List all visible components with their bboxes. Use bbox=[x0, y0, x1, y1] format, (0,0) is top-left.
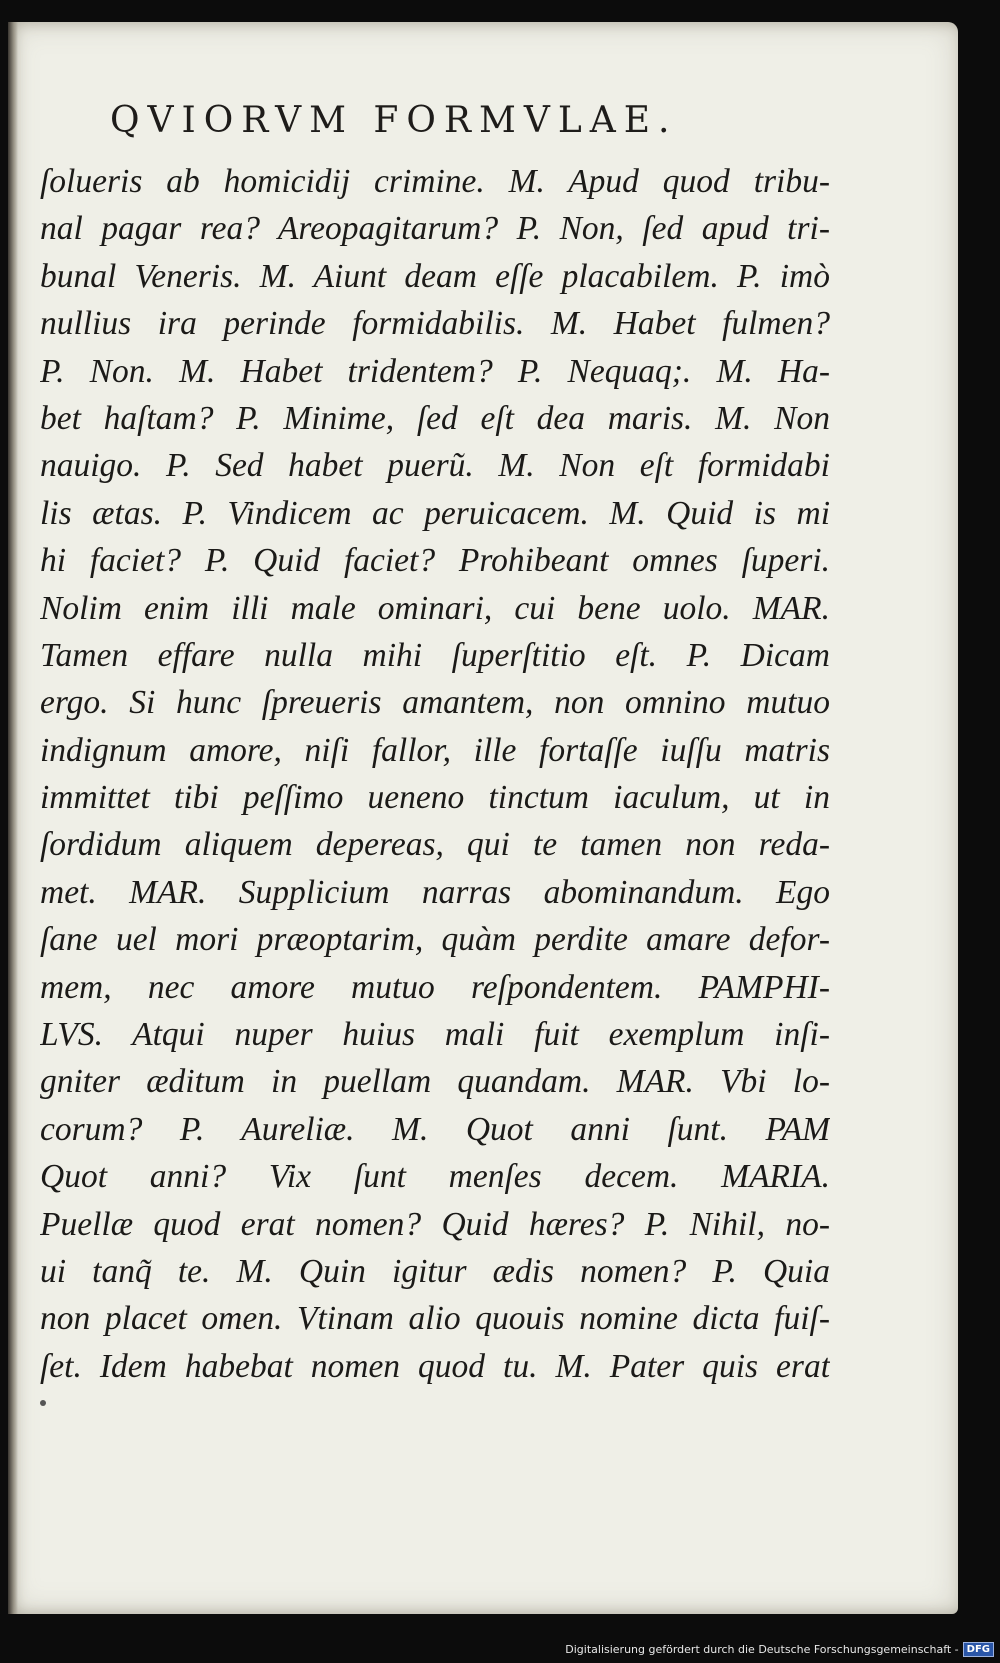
text-line: hi faciet? P. Quid faciet? Prohibeant omnes ſuperi. bbox=[40, 542, 830, 580]
text-line: LVS. Atqui nuper huius mali fuit exemplum inſi- bbox=[40, 1016, 830, 1054]
text-line: ſane uel mori præoptarim, quàm perdite amare defor- bbox=[40, 921, 830, 959]
text-line: ſolueris ab homicidij crimine. M. Apud quod tribu- bbox=[40, 163, 830, 200]
text-line: Nolim enim illi male ominari, cui bene uolo. MAR. bbox=[40, 589, 830, 627]
text-line: non placet omen. Vtinam alio quouis nomine dicta fuiſ- bbox=[40, 1300, 830, 1338]
text-line: met. MAR. Supplicium narras abominandum. Ego bbox=[40, 873, 830, 911]
text-line: ſet. Idem habebat nomen quod tu. M. Pater quis erat bbox=[40, 1347, 830, 1385]
text-line: immittet tibi peſſimo ueneno tinctum iaculum, ut in bbox=[40, 779, 830, 817]
text-line: Quot anni? Vix ſunt menſes decem. MARIA. bbox=[40, 1158, 830, 1196]
text-line: Puellæ quod erat nomen? Quid hæres? P. Nihil, no- bbox=[40, 1205, 830, 1243]
text-line: nauigo. P. Sed habet puerũ. M. Non eſt formidabi bbox=[40, 447, 830, 485]
running-head: QVIORVM FORMVLAE. bbox=[110, 100, 678, 141]
text-line: gniter æditum in puellam quandam. MAR. Vbi lo- bbox=[40, 1063, 830, 1101]
text-line: nullius ira perinde formidabilis. M. Habet fulmen? bbox=[40, 305, 830, 343]
digitization-credit bbox=[565, 1642, 994, 1657]
text-line: nal pagar rea? Areopagitarum? P. Non, ſed apud tri- bbox=[40, 210, 830, 248]
text-line: lis ætas. P. Vindicem ac peruicacem. M. Quid is mi bbox=[40, 494, 830, 532]
text-line: corum? P. Aureliæ. M. Quot anni ſunt. PAM bbox=[40, 1110, 830, 1148]
margin-mark bbox=[40, 1400, 46, 1406]
text-line: bunal Veneris. M. Aiunt deam eſſe placabilem. P. imò bbox=[40, 257, 830, 295]
text-line: bet haſtam? P. Minime, ſed eſt dea maris. M. Non bbox=[40, 399, 830, 437]
text-line: P. Non. M. Habet tridentem? P. Nequaq;. M. Ha- bbox=[40, 352, 830, 390]
text-line: Tamen effare nulla mihi ſuperſtitio eſt. P. Dicam bbox=[40, 636, 830, 674]
text-line: mem, nec amore mutuo reſpondentem. PAMPHI- bbox=[40, 968, 830, 1006]
text-line: ſordidum aliquem depereas, qui te tamen non reda- bbox=[40, 826, 830, 864]
body-text bbox=[40, 158, 830, 1390]
page-gutter bbox=[8, 22, 18, 1614]
text-line: ui tanq̃ te. M. Quin igitur ædis nomen? P. Quia bbox=[40, 1252, 830, 1290]
text-line: indignum amore, niſi fallor, ille fortaſſe iuſſu matris bbox=[40, 731, 830, 769]
credit-text: Digitalisierung gefördert durch die Deutsche Forschungsgemeinschaft - bbox=[565, 1643, 959, 1656]
dfg-logo: DFG bbox=[963, 1642, 994, 1657]
text-line: ergo. Si hunc ſpreueris amantem, non omnino mutuo bbox=[40, 684, 830, 722]
